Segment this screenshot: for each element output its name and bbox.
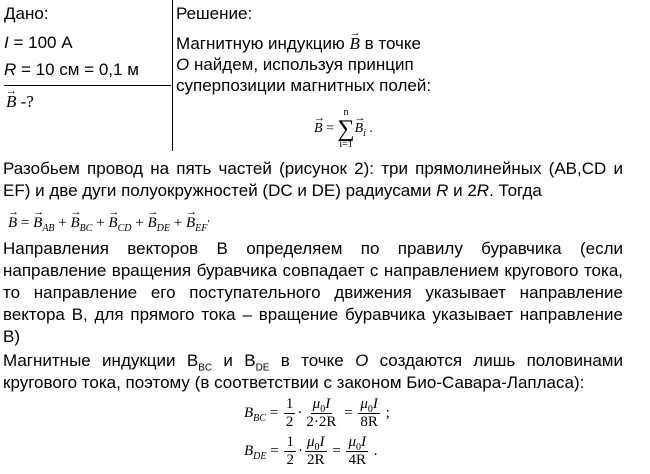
current-value: = 100 А bbox=[8, 33, 73, 52]
sum-operator: n ∑ i=1 bbox=[337, 107, 355, 150]
vector-b: → B bbox=[350, 34, 360, 54]
vector-sum-equation: → B = → $B_{AB}$ + → $B_{BC}$ + → $B_{CD}$ + → $B_{DE}$ + → $B_{EF}^,$ bbox=[8, 213, 210, 233]
paragraph-right-hand-rule: Направления векторов В определяем по правилу буравчика (если направление вращения буравчика совпадает с направлением кругового тока, то направление его поступательного движения указывает направление вектора В, для прямого тока – вращение буравчика указывает направление В) bbox=[3, 239, 623, 346]
formula-b-bc: $B_{BC}$ = $\frac{1}{2}$ · $\frac{\mu_0I}{2\cdot 2R}$ = $\frac{\mu_0I}{8R}$ ; bbox=[244, 396, 390, 431]
superposition-formula: → B = n ∑ i=1 → $B_i$ . bbox=[314, 108, 373, 150]
table-divider-horizontal bbox=[4, 85, 171, 86]
table-divider-vertical bbox=[172, 0, 173, 151]
formula-b-de: $B_{DE}$ = $\frac{1}{2}$ · $\frac{\mu_0I}{2R}$ = $\frac{\mu_0I}{4R}$ . bbox=[244, 434, 378, 469]
paragraph-half-circle: Магнитные индукции $B_{BC}$ и $B_{DE}$ в точке O создаются лишь половинами кругового тока, поэтому (в соответствии с законом Био-Савара-Лапласа): bbox=[3, 351, 623, 392]
point-o: O bbox=[176, 55, 190, 74]
given-find bbox=[6, 92, 34, 112]
solution-line-3: суперпозиции магнитных полей: bbox=[176, 76, 432, 95]
radius-symbol: R bbox=[4, 60, 17, 79]
solution-line-1: Магнитную индукцию → B в точке bbox=[176, 34, 421, 54]
radius-value: = 10 см = 0,1 м bbox=[16, 60, 139, 79]
find-question: -? bbox=[16, 92, 34, 111]
solution-heading: Решение: bbox=[176, 4, 253, 23]
given-current bbox=[4, 33, 73, 53]
given-heading: Дано: bbox=[4, 4, 49, 23]
paragraph-split-wire: Разобьем провод на пять частей (рисунок 2): три прямолинейных (AB,CD и EF) и две дуги полуокружностей (DC и DE) радиусами R и 2R. Тогда bbox=[3, 159, 623, 200]
find-vector-b: → B bbox=[6, 92, 16, 112]
current-symbol: I bbox=[4, 33, 9, 52]
given-radius bbox=[4, 60, 139, 80]
solution-line-2: O найдем, используя принцип bbox=[176, 55, 414, 74]
